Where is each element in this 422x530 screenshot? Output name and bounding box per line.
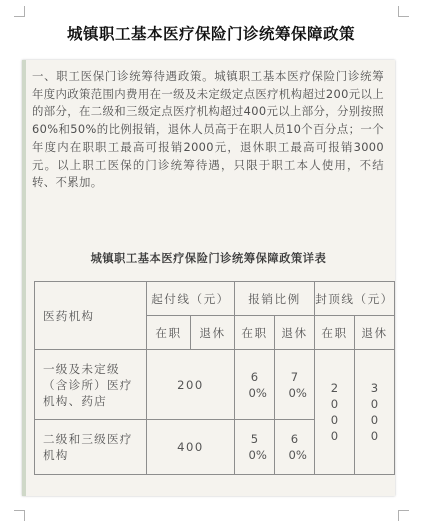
table-header-row	[35, 282, 395, 316]
row-cap-active	[315, 350, 355, 475]
document-title: 城镇职工基本医疗保险门诊统筹保障政策	[66, 25, 355, 43]
policy-detail-table	[34, 281, 395, 475]
page-corner-mark-bottom-left	[14, 510, 25, 521]
row-cap-retired	[355, 350, 395, 475]
ratio-active-level23-value: 50%	[248, 432, 267, 462]
subheader-ratio-active: 在职	[235, 316, 275, 350]
subheader-cap-retired: 退休	[355, 316, 395, 350]
row-institution-level1: 一级及未定级（含诊所）医疗机构、药店	[35, 350, 147, 420]
cap-retired-value: 3000	[370, 381, 379, 443]
row-ratio-active-level1	[235, 350, 275, 420]
ratio-retired-level1-value: 70%	[288, 369, 307, 400]
policy-paragraph: 一、职工医保门诊统筹待遇政策。城镇职工基本医疗保险门诊统筹年度内政策范围内费用在一级及未定级定点医疗机构超过200元以上的部分，在二级和三级定点医疗机构超过400元以上部分，分别按照60%和50%的比例报销，退休人员高于在职人员10个百分点；一个年度内在职职工最高可报销2000元，退休职工最高可报销3000元。以上职工医保的门诊统筹待遇，只限于职工本人使用，不结转、不累加。	[32, 69, 384, 190]
page-corner-mark-top-left	[14, 6, 25, 17]
subheader-ratio-retired: 退休	[275, 316, 315, 350]
header-ratio: 报销比例	[235, 282, 315, 316]
header-threshold: 起付线（元）	[147, 282, 235, 316]
row-threshold-level1: 200	[147, 350, 235, 420]
image-edge-bar	[22, 60, 26, 496]
ratio-retired-level23-value: 60%	[288, 432, 307, 462]
subheader-threshold-active: 在职	[147, 316, 191, 350]
row-institution-level23: 二级和三级医疗机构	[35, 420, 147, 475]
cap-active-value: 2000	[330, 381, 339, 443]
row-ratio-active-level23	[235, 420, 275, 475]
subheader-cap-active: 在职	[315, 316, 355, 350]
header-institution: 医药机构	[35, 282, 147, 350]
table-caption: 城镇职工基本医疗保险门诊统筹保障政策详表	[90, 252, 327, 265]
row-ratio-retired-level23	[275, 420, 315, 475]
embedded-policy-image	[22, 60, 395, 496]
page-corner-mark-bottom-right	[398, 510, 409, 521]
subheader-threshold-retired: 退休	[191, 316, 235, 350]
page-corner-mark-top-right	[398, 6, 409, 17]
ratio-active-level1-value: 60%	[248, 369, 267, 400]
table-row	[35, 350, 395, 420]
row-threshold-level23: 400	[147, 420, 235, 475]
row-ratio-retired-level1	[275, 350, 315, 420]
header-cap: 封顶线（元）	[315, 282, 395, 316]
